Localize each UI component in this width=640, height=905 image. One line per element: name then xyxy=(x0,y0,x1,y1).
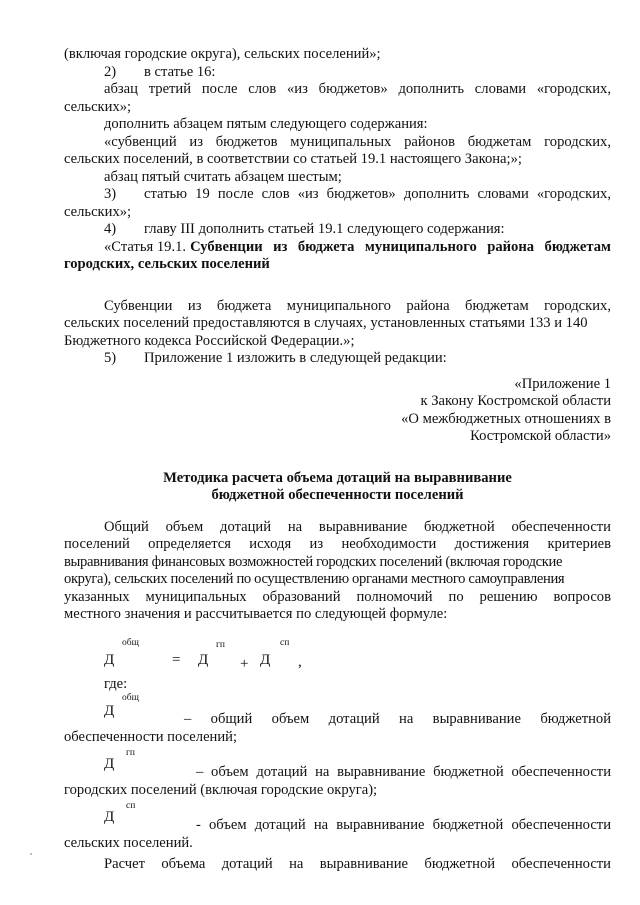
def-d-total: Д xyxy=(104,703,115,719)
list-text: Приложение 1 изложить в следующей редакции: xyxy=(144,350,447,366)
formula-d-total: Д xyxy=(104,651,115,668)
def-gp-cont: городских поселений (включая городские округа); xyxy=(64,781,378,798)
list-number: 5) xyxy=(104,350,117,366)
body-line: Общий объем дотаций на выравнивание бюджетной обеспеченности xyxy=(104,518,611,535)
formula xyxy=(64,638,611,676)
formula-sup-gp: гп xyxy=(216,639,225,650)
list-number: 4) xyxy=(104,221,117,237)
text-line: сельских»; xyxy=(64,98,132,115)
formula-d-sp: Д xyxy=(260,651,271,668)
def-total-text: – общий объем дотаций на выравнивание бюджетной xyxy=(184,711,611,727)
method-title-1: Методика расчета объема дотаций на выравнивание xyxy=(163,469,512,486)
method-title-2: бюджетной обеспеченности поселений xyxy=(211,487,464,503)
list-number: 3) xyxy=(104,186,117,202)
list-text: в статье 16: xyxy=(144,63,216,80)
list-number: 2) xyxy=(104,63,117,80)
text-line: дополнить абзацем пятым следующего содержания: xyxy=(104,116,428,132)
formula-equals: = xyxy=(172,651,181,668)
def-gp-text: – объем дотаций на выравнивание бюджетной обеспеченности xyxy=(196,764,611,780)
document-page xyxy=(64,46,611,874)
def-sup-sp: сп xyxy=(126,801,136,811)
list-item-4 xyxy=(64,221,611,239)
list-item-3 xyxy=(64,186,611,204)
text-line: Субвенции из бюджета муниципального района бюджетам городских, xyxy=(104,297,611,314)
appendix-header-1: «Приложение 1 xyxy=(514,375,611,392)
list-item-5 xyxy=(64,350,611,368)
formula-plus: + xyxy=(240,655,249,672)
text-line: сельских поселений предоставляются в случаях, установленных статьями 133 и 140 xyxy=(64,315,588,331)
appendix-header-4: Костромской области» xyxy=(470,428,611,444)
text-line: «субвенций из бюджетов муниципальных районов бюджетам городских, xyxy=(104,133,611,150)
list-item-2 xyxy=(64,64,611,82)
def-total-cont: обеспеченности поселений; xyxy=(64,728,238,745)
body-line: выравнивания финансовых возможностей городских поселений (включая городские xyxy=(64,553,563,570)
def-sup-gp: гп xyxy=(126,748,135,758)
text-line: (включая городские округа), сельских поселений»; xyxy=(64,46,381,62)
formula-d-gp: Д xyxy=(198,651,209,668)
list-text: главу III дополнить статьей 19.1 следующего содержания: xyxy=(144,221,505,237)
article-title: Субвенции из бюджета муниципального района бюджетам xyxy=(190,238,611,255)
text-line: сельских поселений, в соответствии со статьей 19.1 настоящего Закона;»; xyxy=(64,151,522,167)
def-sp-cont: сельских поселений. xyxy=(64,834,193,851)
body-line: указанных муниципальных образований полномочий по решению вопросов xyxy=(64,588,611,605)
body-line: местного значения и рассчитывается по следующей формуле: xyxy=(64,606,448,622)
article-number: «Статья 19.1. xyxy=(104,238,187,255)
text-line: абзац третий после слов «из бюджетов» дополнить словами «городских, xyxy=(104,81,611,97)
list-text: статью 19 после слов «из бюджетов» дополнить словами «городских, xyxy=(144,186,611,202)
article-heading xyxy=(64,239,611,257)
appendix-header-2: к Закону Костромской области xyxy=(420,393,611,409)
appendix-header-3: «О межбюджетных отношениях в xyxy=(401,410,611,427)
def-d-sp: Д xyxy=(104,809,115,825)
scan-speck xyxy=(30,853,32,855)
article-title-cont: городских, сельских поселений xyxy=(64,256,270,272)
body-line: округа), сельских поселений по осуществлению органами местного самоуправления xyxy=(64,571,565,587)
where-label: где: xyxy=(104,675,128,692)
text-line: Бюджетного кодекса Российской Федерации.»; xyxy=(64,332,355,349)
body-line: поселений определяется исходя из необходимости достижения критериев xyxy=(64,536,611,552)
formula-comma: , xyxy=(298,653,302,670)
body-line: Расчет объема дотаций на выравнивание бюджетной обеспеченности xyxy=(104,856,611,872)
formula-sup-sp: сп xyxy=(280,637,290,648)
def-d-gp: Д xyxy=(104,756,115,772)
text-line: сельских»; xyxy=(64,203,132,220)
def-sp-text: - объем дотаций на выравнивание бюджетной обеспеченности xyxy=(196,817,611,833)
formula-sup-total: общ xyxy=(122,637,139,648)
text-line: абзац пятый считать абзацем шестым; xyxy=(104,168,342,185)
def-sup-total: общ xyxy=(122,693,139,703)
